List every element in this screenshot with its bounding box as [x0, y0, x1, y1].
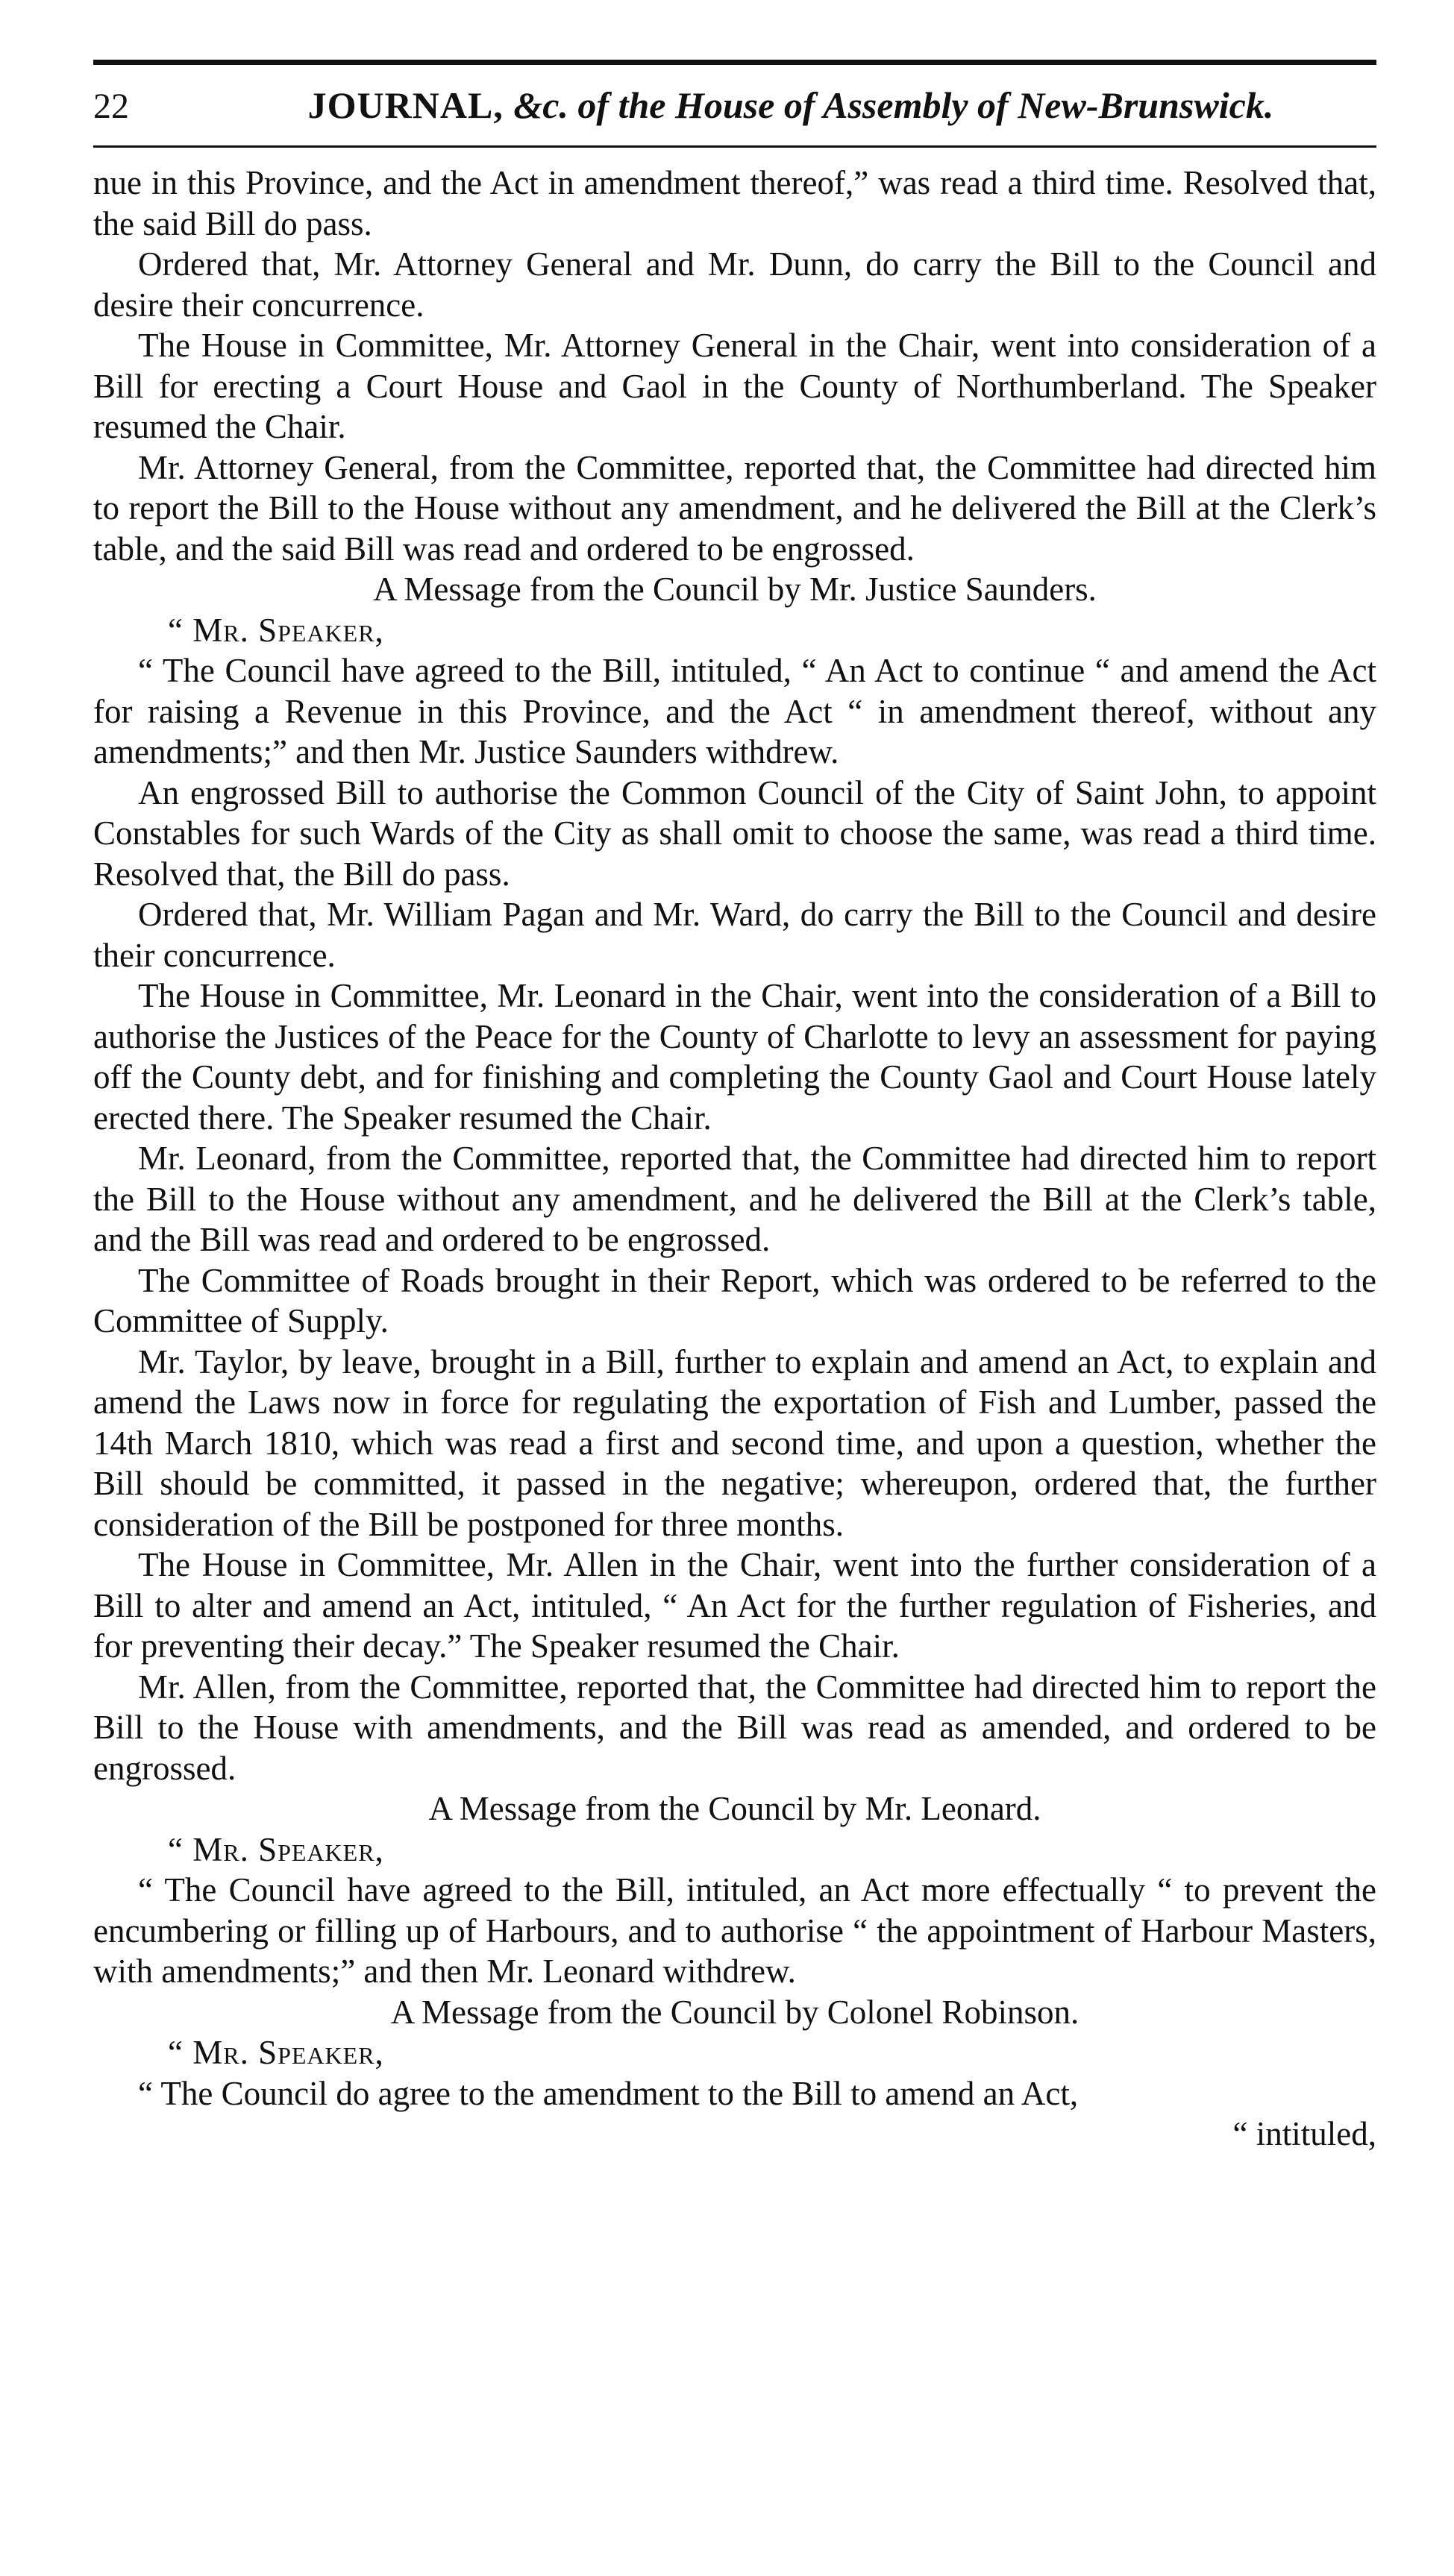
paragraph-council-message-amendment: “ The Council do agree to the amendment to the Bill to amend an Act,: [138, 2074, 1079, 2112]
journal-body: [93, 163, 1376, 2155]
paragraph-council-message-revenue: “ The Council have agreed to the Bill, intituled, “ An Act to continue “ and amend the Act for raising a Revenue in this Province, and the Act “ in amendment thereof, without any amendments;” and then Mr. Justice Saunders withdrew.: [93, 652, 1376, 770]
salutation-speaker: “ Mr. Speaker,: [168, 1830, 384, 1868]
paragraph-continuation: nue in this Province, and the Act in amendment thereof,” was read a third time. Resolved that, the said Bill do pass.: [93, 164, 1376, 242]
running-title: [205, 65, 1376, 145]
paragraph-taylor-bill: Mr. Taylor, by leave, brought in a Bill, further to explain and amend an Act, to explain and amend the Laws now in force for regulating the exportation of Fish and Lumber, passed the 14th March 1810, which was read a first and second time, and upon a question, whether the Bill should be committed, it passed in the negative; whereupon, ordered that, the further consideration of the Bill be postponed for three months.: [93, 1342, 1376, 1543]
paragraph-committee-charlotte: The House in Committee, Mr. Leonard in the Chair, went into the consideration of a Bill to authorise the Justices of the Peace for the County of Charlotte to levy an assessment for paying off the County debt, and for finishing and completing the County Gaol and Court House lately erected there. The Speaker resumed the Chair.: [93, 977, 1376, 1137]
paragraph-committee-fisheries: The House in Committee, Mr. Allen in the Chair, went into the further consideration of a Bill to alter and amend an Act, intituled, “ An Act for the further regulation of Fisheries, and for preventing their decay.” The Speaker resumed the Chair.: [93, 1546, 1376, 1665]
running-title-sub: &c. of the House of Assembly of New-Brunswick.: [513, 84, 1274, 126]
paragraph-council-message-harbours: “ The Council have agreed to the Bill, intituled, an Act more effectually “ to prevent the encumbering or filling up of Harbours, and to authorise “ the appointment of Harbour Masters, with amendments;” and then Mr. Leonard withdrew.: [93, 1871, 1376, 1990]
paragraph-committee-roads: The Committee of Roads brought in their Report, which was ordered to be referred to the Committee of Supply.: [93, 1261, 1376, 1339]
page-header: [93, 65, 1376, 145]
running-title-main: JOURNAL,: [307, 84, 504, 126]
paragraph-report-northumberland: Mr. Attorney General, from the Committee, reported that, the Committee had directed him to report the Bill to the House without any amendment, and he delivered the Bill at the Clerk’s table, and the said Bill was read and ordered to be engrossed.: [93, 448, 1376, 568]
header-top-rule: [93, 60, 1376, 65]
page-number: 22: [93, 87, 129, 126]
message-heading-robinson: A Message from the Council by Colonel Robinson.: [390, 1993, 1079, 2031]
paragraph-order-pagan-ward: Ordered that, Mr. William Pagan and Mr. Ward, do carry the Bill to the Council and desire their concurrence.: [93, 896, 1376, 974]
salutation-speaker: “ Mr. Speaker,: [168, 2034, 384, 2071]
message-heading-saunders: A Message from the Council by Mr. Justice Saunders.: [373, 571, 1097, 608]
message-heading-leonard: A Message from the Council by Mr. Leonard.: [428, 1790, 1041, 1827]
salutation-speaker: “ Mr. Speaker,: [168, 611, 384, 649]
paragraph-saint-john-constables: An engrossed Bill to authorise the Common Council of the City of Saint John, to appoint Constables for such Wards of the City as shall omit to choose the same, was read a third time. Resolved that, the Bill do pass.: [93, 773, 1376, 893]
paragraph-report-fisheries: Mr. Allen, from the Committee, reported that, the Committee had directed him to report the Bill to the House with amendments, and the Bill was read as amended, and ordered to be engrossed.: [93, 1668, 1376, 1787]
catchword: “ intituled,: [1232, 2115, 1376, 2152]
paragraph-committee-northumberland: The House in Committee, Mr. Attorney General in the Chair, went into consideration of a Bill for erecting a Court House and Gaol in the County of Northumberland. The Speaker resumed the Chair.: [93, 327, 1376, 445]
paragraph-report-charlotte: Mr. Leonard, from the Committee, reported that, the Committee had directed him to report the Bill to the House without any amendment, and he delivered the Bill at the Clerk’s table, and the Bill was read and ordered to be engrossed.: [93, 1140, 1376, 1258]
header-bottom-rule: [93, 145, 1376, 148]
journal-page: [93, 60, 1376, 2155]
paragraph-order-carry-bill: Ordered that, Mr. Attorney General and Mr. Dunn, do carry the Bill to the Council and desire their concurrence.: [93, 245, 1376, 324]
